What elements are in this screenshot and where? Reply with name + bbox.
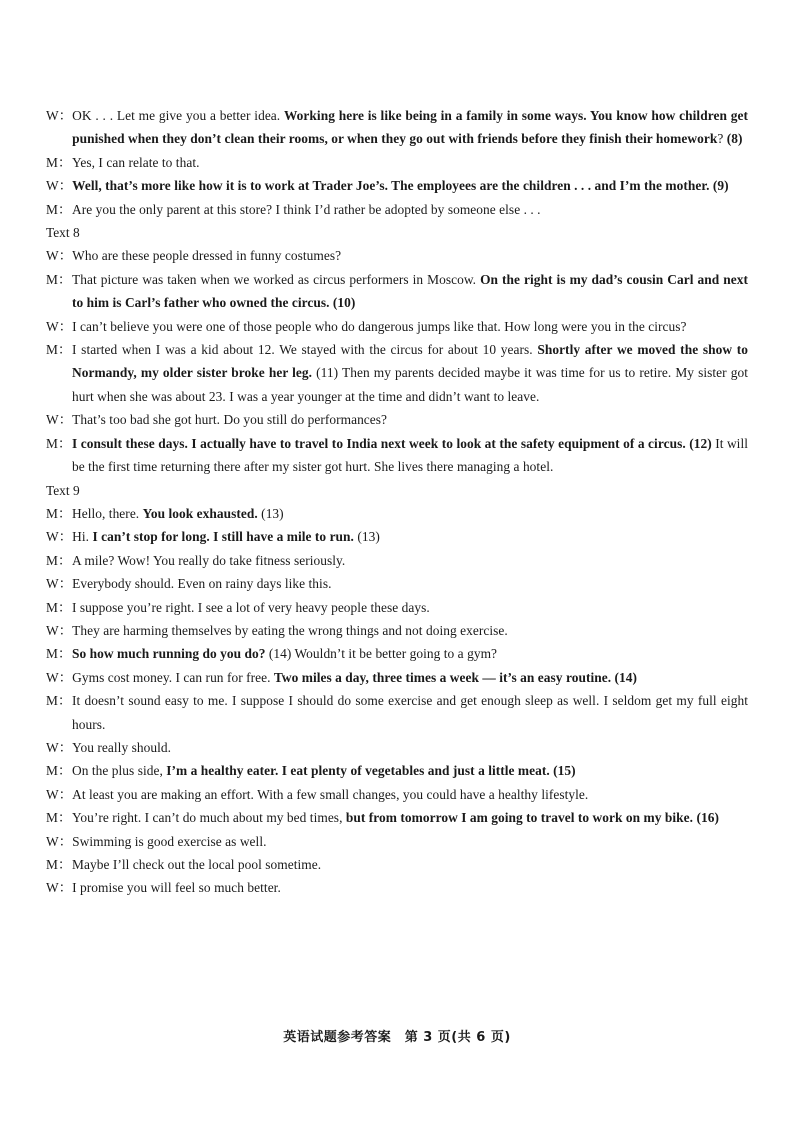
- dialogue-line: [46, 642, 748, 665]
- dialogue-text: [72, 759, 748, 782]
- dialogue-text: [72, 642, 748, 665]
- plain-text: ?: [717, 131, 727, 147]
- plain-text: At least you are making an effort. With a few small changes, you could have a healthy lifestyle.: [72, 786, 589, 802]
- dialogue-text: [72, 666, 748, 689]
- dialogue-line: [46, 549, 748, 572]
- speaker-label: M：: [46, 154, 72, 170]
- dialogue-text: [72, 736, 748, 759]
- dialogue-text: [72, 268, 748, 315]
- dialogue-text: [72, 151, 748, 174]
- answer-key-text: I consult these days. I actually have to travel to India next week to look at the safety equipment of a circus. (12): [72, 435, 712, 451]
- dialogue-text: [72, 338, 748, 408]
- dialogue-line: [46, 853, 748, 876]
- speaker-label: M：: [46, 271, 72, 287]
- answer-key-text: I’m a healthy eater. I eat plenty of vegetables and just a little meat. (15): [166, 763, 576, 779]
- dialogue-text: [72, 104, 748, 151]
- dialogue-line: [46, 806, 748, 829]
- plain-text: Hi.: [72, 529, 93, 545]
- plain-text: Swimming is good exercise as well.: [72, 833, 267, 849]
- plain-text: OK . . . Let me give you a better idea.: [72, 108, 284, 123]
- speaker-label: W：: [46, 833, 73, 849]
- speaker-label: W：: [46, 786, 73, 802]
- plain-text: (11) Then my parents decided maybe it was time for us to retire. My sister got hurt when she was about 23. I was a year younger at the time and didn’t want to leave.: [72, 365, 748, 404]
- dialogue-text: [72, 853, 748, 876]
- plain-text: I can’t believe you were one of those people who do dangerous jumps like that. How long were you in the circus?: [72, 318, 687, 334]
- dialogue-text: [72, 502, 748, 525]
- dialogue-text: [72, 525, 748, 548]
- dialogue-line: [46, 244, 748, 267]
- dialogue-line: [46, 408, 748, 431]
- dialogue-line: [46, 502, 748, 525]
- answer-key-text: I can’t stop for long. I still have a mile to run.: [92, 529, 354, 545]
- dialogue-line: [46, 666, 748, 689]
- plain-text: (13): [257, 505, 284, 521]
- speaker-label: W：: [46, 108, 73, 123]
- plain-text: Gyms cost money. I can run for free.: [72, 669, 274, 685]
- dialogue-line: [46, 619, 748, 642]
- answer-key-text: Shortly after we moved the show to Normandy, my older sister broke her leg.: [72, 342, 749, 381]
- speaker-label: W：: [46, 739, 73, 755]
- speaker-label: M：: [46, 342, 72, 358]
- plain-text: Who are these people dressed in funny costumes?: [72, 248, 342, 264]
- plain-text: I suppose you’re right. I see a lot of very heavy people these days.: [72, 599, 430, 615]
- dialogue-text: [72, 174, 748, 197]
- dialogue-line: [46, 315, 748, 338]
- speaker-label: M：: [46, 810, 72, 826]
- plain-text: Are you the only parent at this store? I think I’d rather be adopted by someone else . . .: [72, 201, 541, 217]
- dialogue-text: [72, 315, 748, 338]
- answer-key-text: So how much running do you do?: [72, 646, 266, 662]
- plain-text: Hello, there.: [72, 505, 143, 521]
- plain-text: I started when I was a kid about 12. We stayed with the circus for about 10 years.: [72, 342, 538, 358]
- page-footer: 英语试题参考答案 第 3 页(共 6 页): [283, 1030, 511, 1045]
- dialogue-line: [46, 174, 748, 197]
- dialogue-text: [72, 783, 748, 806]
- dialogue-text: [72, 619, 748, 642]
- speaker-label: W：: [46, 529, 73, 545]
- dialogue-text: [72, 432, 748, 479]
- plain-text: On the plus side,: [72, 763, 167, 779]
- section-heading: Text 9: [46, 482, 80, 498]
- speaker-label: M：: [46, 599, 72, 615]
- dialogue-text: [72, 806, 748, 829]
- dialogue-text: [72, 549, 748, 572]
- speaker-label: W：: [46, 880, 73, 896]
- speaker-label: W：: [46, 669, 73, 685]
- plain-text: (13): [353, 529, 380, 545]
- plain-text: That picture was taken when we worked as circus performers in Moscow.: [72, 271, 481, 287]
- dialogue-text: [72, 572, 748, 595]
- dialogue-text: [72, 830, 748, 853]
- answer-key-text: Well, that’s more like how it is to work at Trader Joe’s. The employees are the children . . . and I’m the mother. (9): [72, 178, 729, 194]
- plain-text: I promise you will feel so much better.: [72, 880, 281, 896]
- dialogue-line: [46, 572, 748, 595]
- plain-text: Everybody should. Even on rainy days like this.: [72, 576, 332, 592]
- plain-text: It doesn’t sound easy to me. I suppose I should do some exercise and get enough sleep as well. I seldom get my full eight hours.: [72, 693, 748, 732]
- answer-key-text: (8): [726, 131, 743, 147]
- dialogue-line: [46, 876, 748, 899]
- dialogue-text: [72, 689, 748, 736]
- dialogue-line: [46, 432, 748, 479]
- plain-text: (14) Wouldn’t it be better going to a gym?: [265, 646, 498, 662]
- answer-key-text: but from tomorrow I am going to travel to work on my bike. (16): [345, 810, 719, 826]
- plain-text: Yes, I can relate to that.: [72, 154, 200, 170]
- plain-text: That’s too bad she got hurt. Do you still do performances?: [72, 412, 388, 428]
- dialogue-line: [46, 104, 748, 151]
- dialogue-line: [46, 736, 748, 759]
- speaker-label: M：: [46, 693, 72, 709]
- dialogue-line: [46, 525, 748, 548]
- speaker-label: M：: [46, 505, 72, 521]
- section-heading: Text 8: [46, 225, 80, 241]
- dialogue-text: [72, 596, 748, 619]
- dialogue-text: [72, 198, 748, 221]
- answer-key-text: You look exhausted.: [142, 505, 258, 521]
- transcript-body: [46, 104, 748, 900]
- speaker-label: M：: [46, 552, 72, 568]
- dialogue-line: [46, 830, 748, 853]
- speaker-label: W：: [46, 178, 73, 194]
- dialogue-line: [46, 338, 748, 408]
- speaker-label: W：: [46, 412, 73, 428]
- speaker-label: M：: [46, 763, 72, 779]
- dialogue-line: [46, 198, 748, 221]
- dialogue-line: [46, 783, 748, 806]
- answer-key-text: Working here is like being in a family in some ways. You know how children get punished when they don’t clean their rooms, or when they go out with friends before they finish their homework: [72, 108, 748, 147]
- plain-text: Maybe I’ll check out the local pool sometime.: [72, 857, 322, 872]
- speaker-label: W：: [46, 248, 73, 264]
- answer-key-text: On the right is my dad’s cousin Carl and next to him is Carl’s father who owned the circus. (10): [72, 271, 749, 311]
- dialogue-line: [46, 759, 748, 782]
- speaker-label: W：: [46, 576, 73, 592]
- speaker-label: W：: [46, 622, 73, 638]
- dialogue-text: [72, 876, 748, 899]
- plain-text: A mile? Wow! You really do take fitness seriously.: [72, 552, 346, 568]
- answer-key-text: Two miles a day, three times a week — it’s an easy routine. (14): [273, 669, 638, 685]
- plain-text: They are harming themselves by eating the wrong things and not doing exercise.: [72, 622, 508, 638]
- dialogue-line: [46, 151, 748, 174]
- dialogue-line: [46, 689, 748, 736]
- speaker-label: M：: [46, 201, 72, 217]
- plain-text: You really should.: [72, 739, 171, 755]
- speaker-label: M：: [46, 435, 72, 451]
- dialogue-line: [46, 596, 748, 619]
- dialogue-line: [46, 268, 748, 315]
- dialogue-text: [72, 244, 748, 267]
- speaker-label: M：: [46, 857, 72, 872]
- plain-text: It will be the first time returning there after my sister got hurt. She lives there managing a hotel.: [72, 435, 748, 475]
- dialogue-text: [72, 408, 748, 431]
- speaker-label: M：: [46, 646, 72, 662]
- plain-text: You’re right. I can’t do much about my bed times,: [72, 810, 346, 826]
- speaker-label: W：: [46, 318, 73, 334]
